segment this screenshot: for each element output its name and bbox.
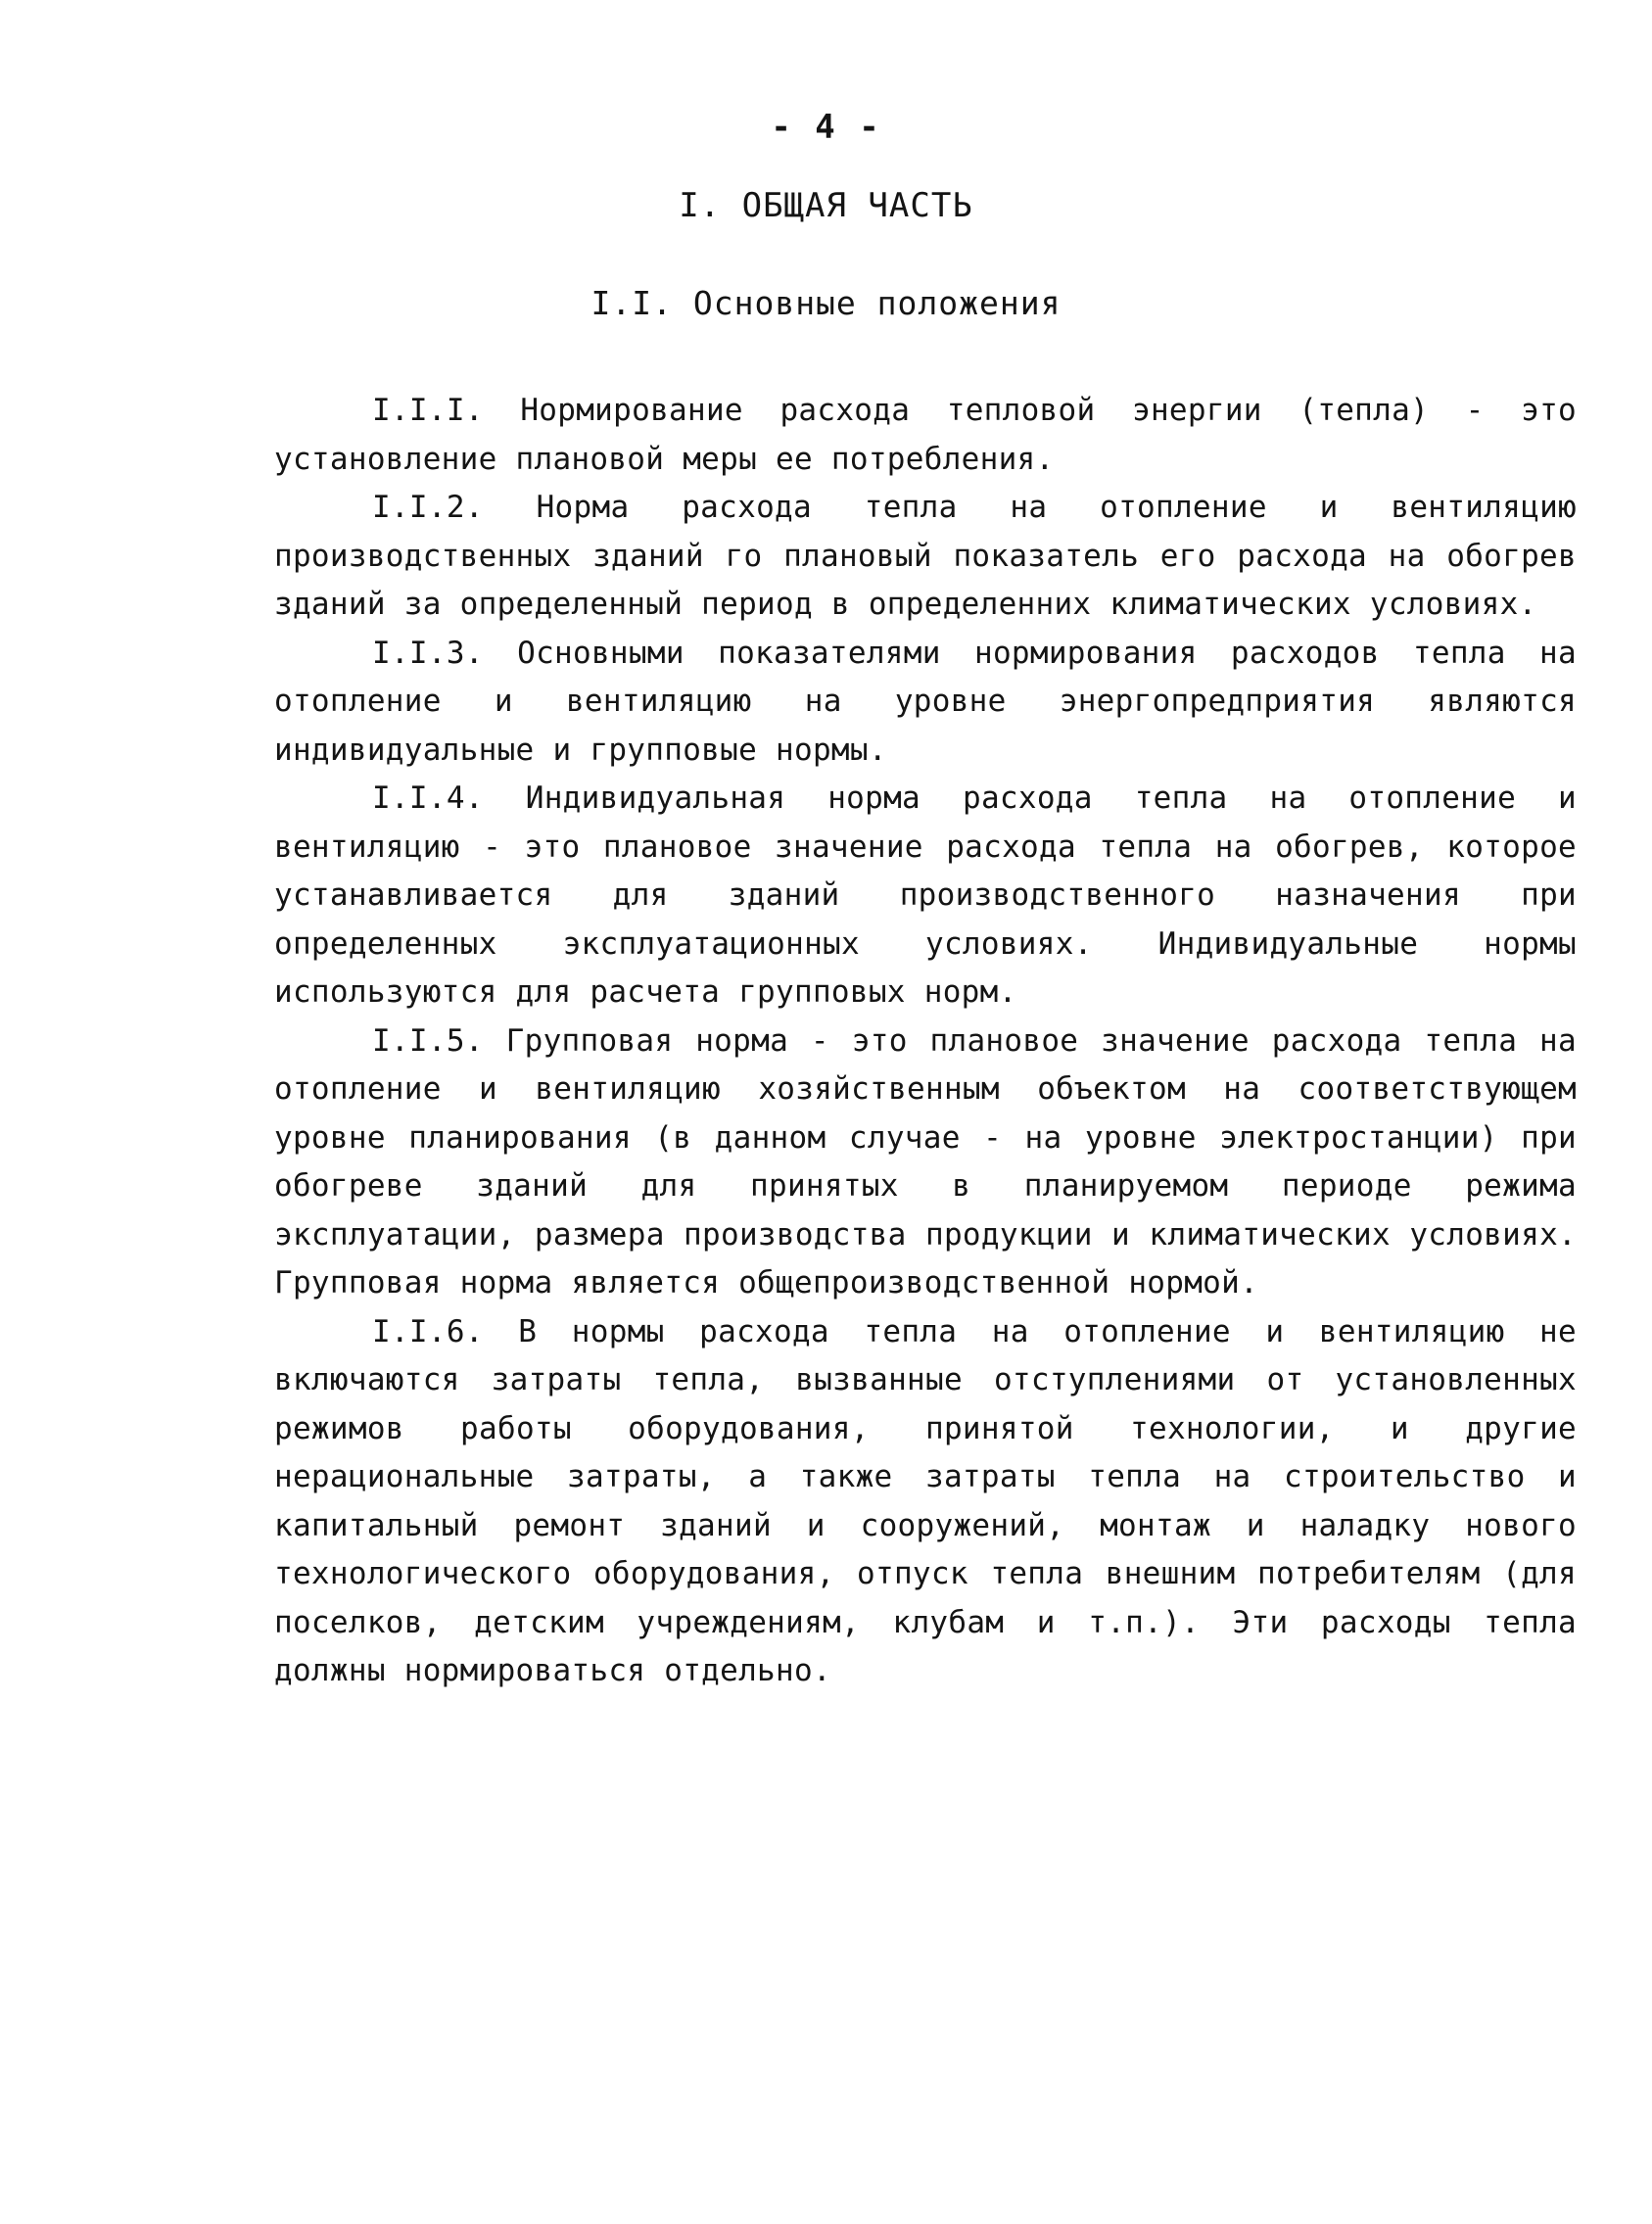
page-number: - 4 -	[771, 108, 881, 147]
paragraph-1-1-6: I.I.6. В нормы расхода тепла на отопление и вентиляцию не включаются затраты тепла, вызванные отступлениями от установленных режимов работы оборудования, принятой технологии, и другие нерациональные затраты, а также затраты тепла на строительство и капитальный ремонт зданий и сооружений, монтаж и наладку нового технологического оборудования, отпуск тепла внешним потребителям (для поселков, детским учреждениям, клубам и т.п.). Эти расходы тепла должны нормироваться отдельно.	[274, 1313, 1577, 1688]
section-title: I. ОБЩАЯ ЧАСТЬ	[679, 186, 973, 225]
paragraph-1-1-1: I.I.I. Нормирование расхода тепловой энергии (тепла) - это установление плановой меры ее потребления.	[274, 393, 1577, 477]
paragraph-1-1-3: I.I.3. Основными показателями нормирования расходов тепла на отопление и вентиляцию на уровне энергопредприятия являются индивидуальные и групповые нормы.	[274, 635, 1577, 768]
subsection-title: I.I. Основные положения	[590, 284, 1062, 322]
paragraph-1-1-5: I.I.5. Групповая норма - это плановое значение расхода тепла на отопление и вентиляцию хозяйственным объектом на соответствующем уровне планирования (в данном случае - на уровне электростанции) при обогреве зданий для принятых в планируемом периоде режима эксплуатации, размера производства продукции и климатических условиях. Групповая норма является общепроизводственной нормой.	[274, 1022, 1577, 1301]
paragraph-1-1-4: I.I.4. Индивидуальная норма расхода тепла на отопление и вентиляцию - это плановое значение расхода тепла на обогрев, которое устанавливается для зданий производственного назначения при определенных эксплуатационных условиях. Индивидуальные нормы используются для расчета групповых норм.	[274, 781, 1577, 1010]
body-text	[274, 387, 1577, 1696]
paragraph-1-1-2: I.I.2. Норма расхода тепла на отопление и вентиляцию производственных зданий го плановый показатель его расхода на обогрев зданий за определенный период в определенних климатических условиях.	[274, 490, 1577, 622]
